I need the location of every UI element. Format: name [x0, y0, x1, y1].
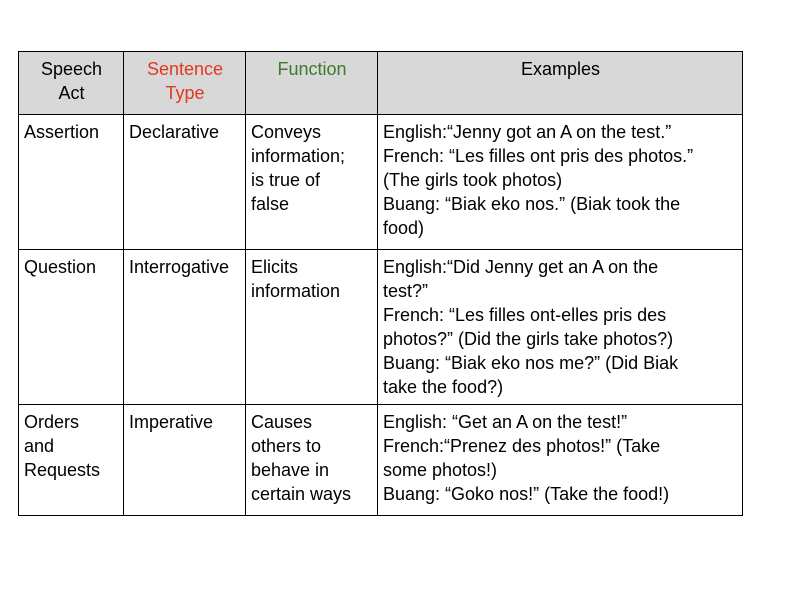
speech-acts-table — [18, 51, 743, 516]
cell-examples: English:“Did Jenny get an A on the test?” French: “Les filles ont-elles pris des photos?” (Did the girls take photos?) Buang: “Biak eko nos me?” (Did Biak take the food?) — [378, 250, 743, 405]
cell-speech-act: Orders and Requests — [19, 405, 124, 516]
table-row-question — [19, 250, 743, 405]
header-sentence-type: Sentence Type — [124, 52, 246, 115]
cell-sentence-type: Imperative — [124, 405, 246, 516]
cell-function: Elicits information — [246, 250, 378, 405]
table-row-assertion — [19, 115, 743, 250]
cell-examples: English: “Get an A on the test!” French:“Prenez des photos!” (Take some photos!) Buang: “Goko nos!” (Take the food!) — [378, 405, 743, 516]
header-function: Function — [246, 52, 378, 115]
cell-function: Causes others to behave in certain ways — [246, 405, 378, 516]
table-header-row — [19, 52, 743, 115]
cell-sentence-type: Declarative — [124, 115, 246, 250]
cell-speech-act: Assertion — [19, 115, 124, 250]
cell-function: Conveys information; is true of false — [246, 115, 378, 250]
cell-examples: English:“Jenny got an A on the test.” French: “Les filles ont pris des photos.” (The girls took photos) Buang: “Biak eko nos.” (Biak took the food) — [378, 115, 743, 250]
header-speech-act: Speech Act — [19, 52, 124, 115]
cell-speech-act: Question — [19, 250, 124, 405]
cell-sentence-type: Interrogative — [124, 250, 246, 405]
header-examples: Examples — [378, 52, 743, 115]
table-row-orders-requests — [19, 405, 743, 516]
